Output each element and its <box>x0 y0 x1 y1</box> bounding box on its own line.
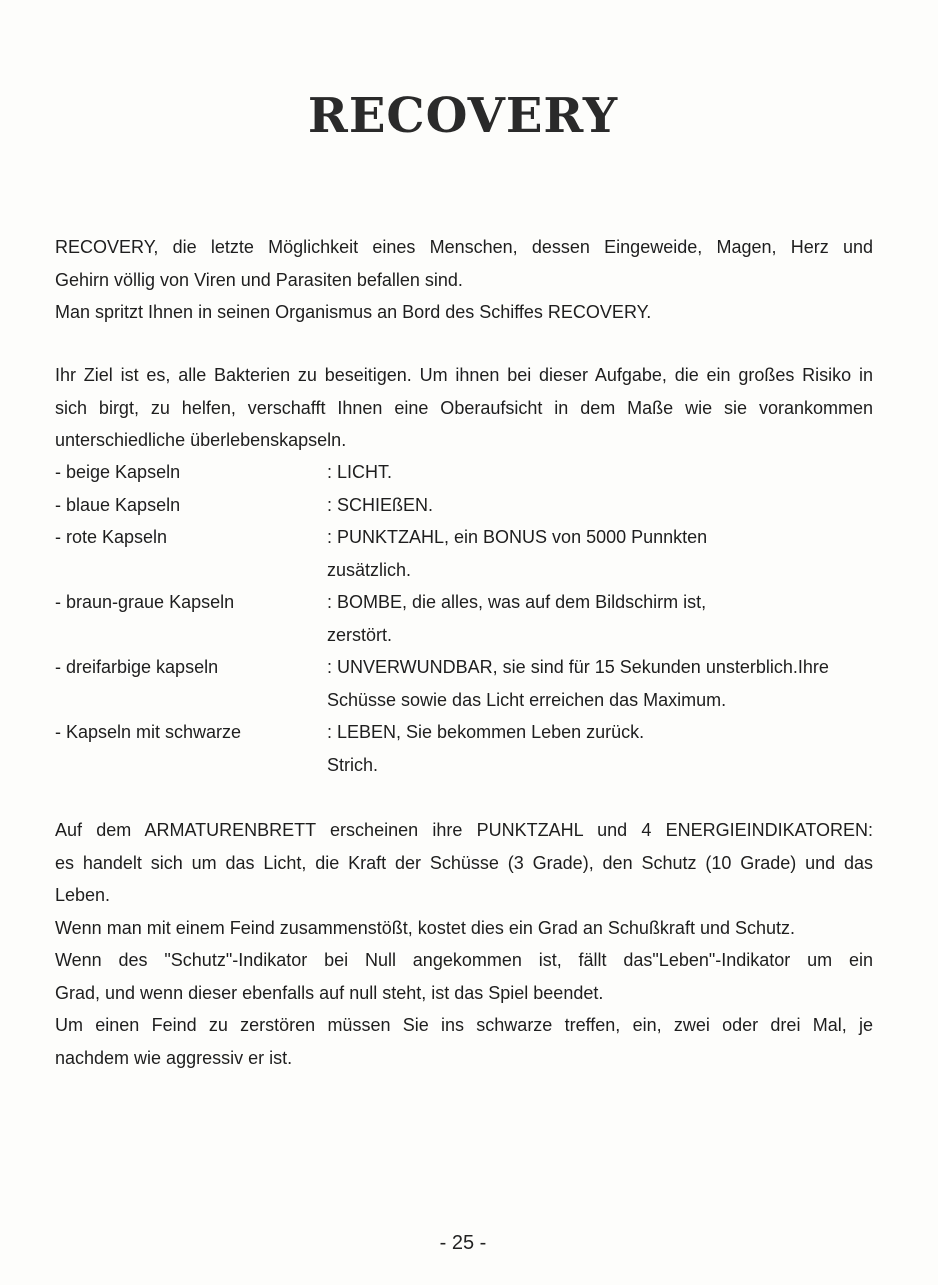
capsule-item <box>55 489 885 522</box>
intro-line: Gehirn völlig von Viren und Parasiten befallen sind. <box>55 269 463 290</box>
capsule-effect <box>327 716 885 781</box>
capsule-effect-line: : SCHIEßEN. <box>327 494 434 515</box>
capsule-effect-line: : PUNKTZAHL, ein BONUS von 5000 Punnkten <box>327 527 708 547</box>
goal-line: Ihr Ziel ist es, alle Bakterien zu beseitigen. Um ihnen bei dieser Aufgabe, die ein großes Risiko in <box>55 365 873 385</box>
capsule-effect-line: : BOMBE, die alles, was auf dem Bildschirm ist, <box>327 592 707 612</box>
capsule-effect <box>327 586 885 651</box>
capsule-name: - dreifarbige kapseln <box>55 657 219 677</box>
capsule-effect-line: : LICHT. <box>327 462 393 482</box>
dashboard-line: Wenn des "Schutz"-Indikator bei Null angekommen ist, fällt das"Leben"-Indikator um ein <box>55 950 873 970</box>
capsule-effect-line: : LEBEN, Sie bekommen Leben zurück. <box>327 722 645 742</box>
intro-paragraph <box>55 231 873 329</box>
capsule-item <box>55 651 885 716</box>
capsule-name: - rote Kapseln <box>55 527 168 547</box>
goal-line: sich birgt, zu helfen, verschafft Ihnen eine Oberaufsicht in dem Maße wie sie vorankommen <box>55 397 873 418</box>
capsule-effect-line: Strich. <box>327 754 379 775</box>
dashboard-line: Wenn man mit einem Feind zusammenstößt, kostet dies ein Grad an Schußkraft und Schutz. <box>55 917 796 938</box>
dashboard-line: Grad, und wenn dieser ebenfalls auf null steht, ist das Spiel beendet. <box>55 982 604 1003</box>
capsule-effect <box>327 456 885 489</box>
capsule-effect-line: Schüsse sowie das Licht erreichen das Maximum. <box>327 689 727 710</box>
capsule-item <box>55 521 885 586</box>
capsule-item <box>55 456 885 489</box>
capsule-item <box>55 586 885 651</box>
intro-line: RECOVERY, die letzte Möglichkeit eines Menschen, dessen Eingeweide, Magen, Herz und <box>55 237 873 257</box>
capsule-effect-line: zerstört. <box>327 624 393 645</box>
capsule-effect-line: : UNVERWUNDBAR, sie sind für 15 Sekunden unsterblich.Ihre <box>327 657 829 677</box>
capsule-effect <box>327 651 885 716</box>
goal-line: unterschiedliche überlebenskapseln. <box>55 430 347 450</box>
page-title: RECOVERY <box>307 88 619 144</box>
intro-line: Man spritzt Ihnen in seinen Organismus an Bord des Schiffes RECOVERY. <box>55 302 652 322</box>
capsule-name: - Kapseln mit schwarze <box>55 722 242 742</box>
capsule-item <box>55 716 885 781</box>
capsule-list <box>55 456 885 781</box>
capsule-name: - beige Kapseln <box>55 462 181 482</box>
capsule-name: - braun-graue Kapseln <box>55 592 235 612</box>
dashboard-line: Leben. <box>55 885 111 905</box>
dashboard-line: Um einen Feind zu zerstören müssen Sie ins schwarze treffen, ein, zwei oder drei Mal, je <box>55 1015 873 1035</box>
dashboard-line: Auf dem ARMATURENBRETT erscheinen ihre PUNKTZAHL und 4 ENERGIEINDIKATOREN: <box>55 820 873 840</box>
goal-paragraph <box>55 359 873 457</box>
capsule-name: - blaue Kapseln <box>55 494 181 515</box>
dashboard-paragraph <box>55 814 873 1074</box>
capsule-effect-line: zusätzlich. <box>327 559 412 580</box>
capsule-effect <box>327 489 885 522</box>
capsule-effect <box>327 521 885 586</box>
dashboard-line: es handelt sich um das Licht, die Kraft der Schüsse (3 Grade), den Schutz (10 Grade) und das <box>55 852 873 873</box>
page-number: - 25 - <box>439 1232 487 1254</box>
dashboard-line: nachdem wie aggressiv er ist. <box>55 1047 293 1068</box>
